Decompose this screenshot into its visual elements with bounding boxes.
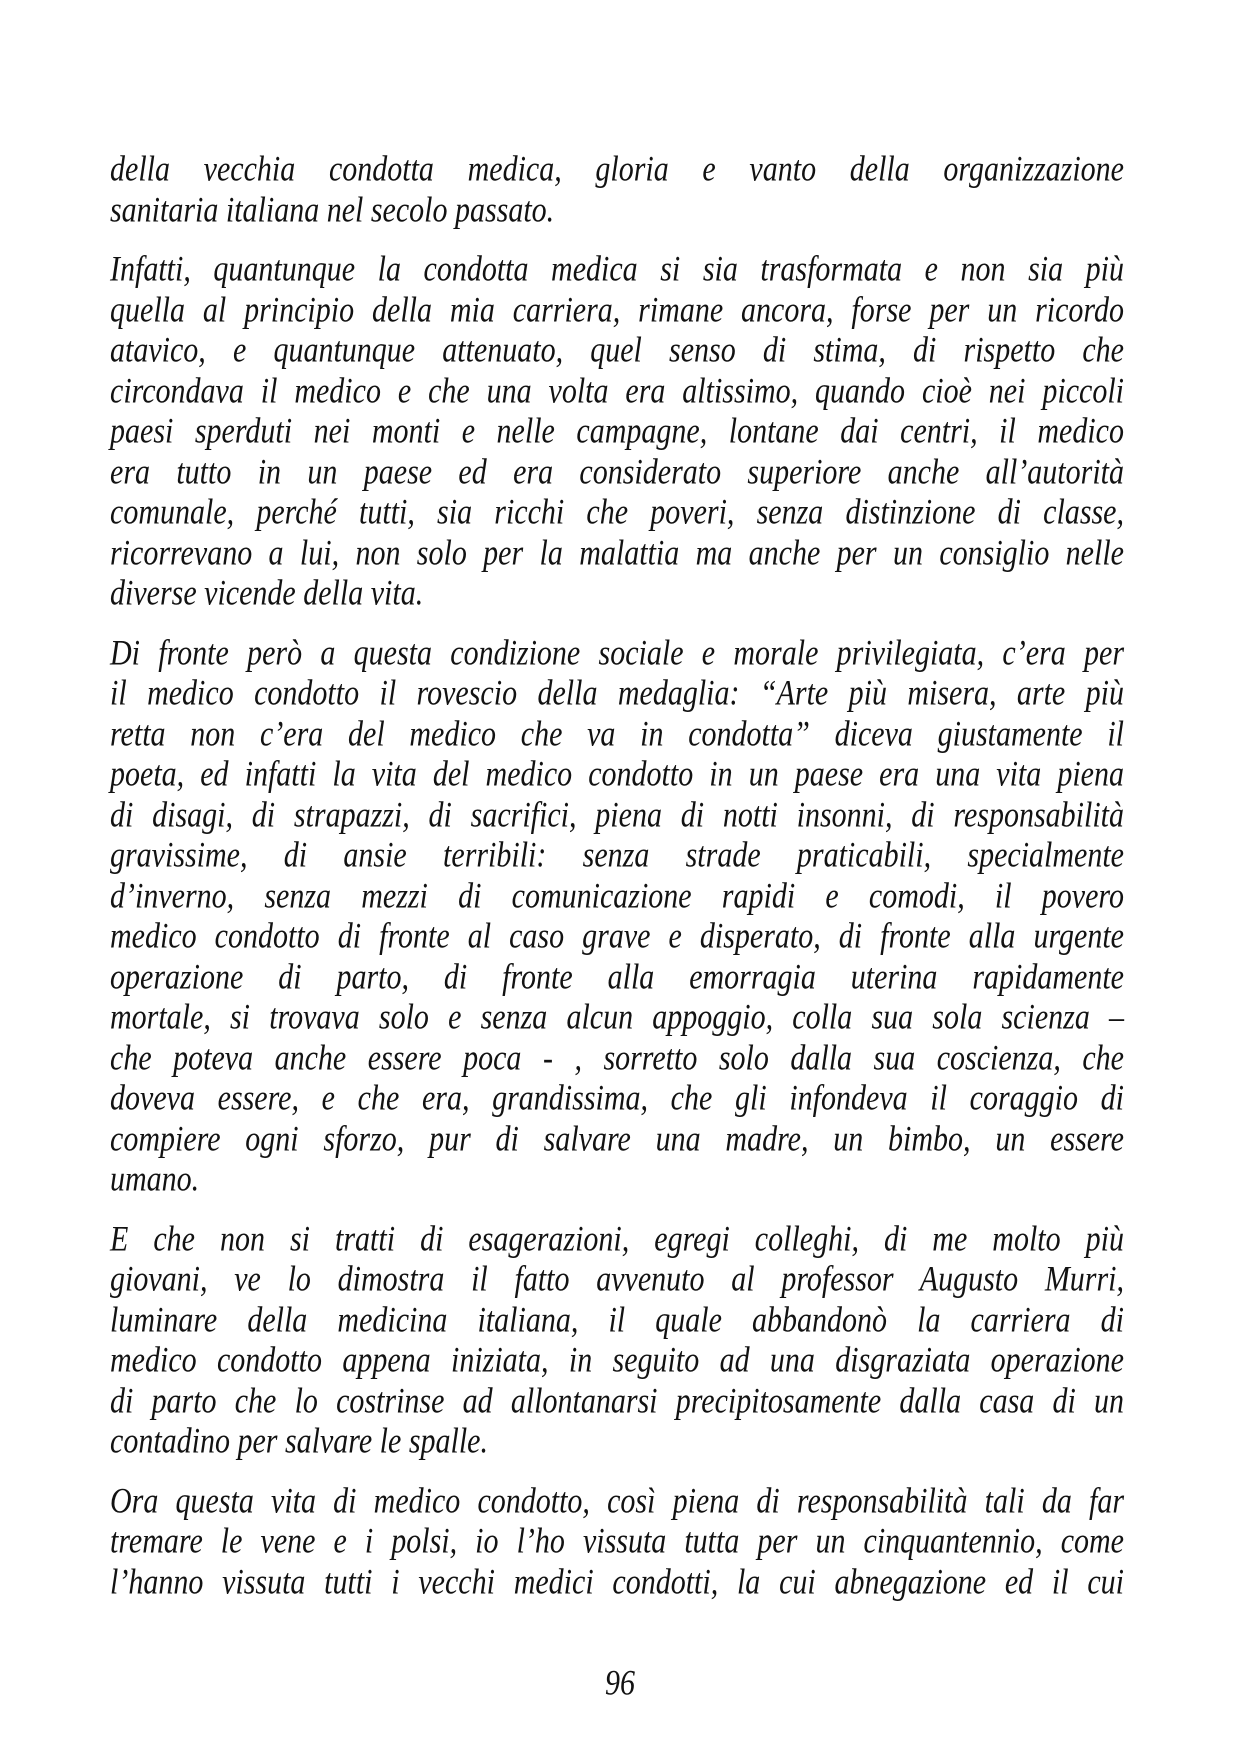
- text-line: il medico condotto il rovescio della medaglia: “Arte più misera, arte più: [110, 673, 1124, 714]
- paragraph: [110, 633, 1124, 1203]
- text-line: poeta, ed infatti la vita del medico condotto in un paese era una vita piena: [110, 754, 1124, 795]
- text-line: di disagi, di strapazzi, di sacrifici, piena di notti insonni, di responsabilità: [110, 795, 1124, 835]
- text-line: Di fronte però a questa condizione sociale e morale privilegiata, c’era per: [110, 633, 1124, 673]
- text-line: mortale, si trovava solo e senza alcun appoggio, colla sua sola scienza –: [110, 997, 1124, 1038]
- text-line: atavico, e quantunque attenuato, quel senso di stima, di rispetto che: [110, 330, 1124, 371]
- text-line: ricorrevano a lui, non solo per la malattia ma anche per un consiglio nelle: [110, 533, 1124, 573]
- text-line: operazione di parto, di fronte alla emorragia uterina rapidamente: [110, 957, 1124, 997]
- text-line: comunale, perché tutti, sia ricchi che poveri, senza distinzione di classe,: [110, 492, 1124, 533]
- text-line: sanitaria italiana nel secolo passato.: [110, 190, 555, 230]
- paragraph: [110, 249, 1124, 617]
- page-number: 96: [605, 1663, 635, 1704]
- text-line: quella al principio della mia carriera, rimane ancora, forse per un ricordo: [110, 290, 1124, 330]
- text-line: medico condotto di fronte al caso grave e disperato, di fronte alla urgente: [110, 916, 1124, 957]
- text-line: giovani, ve lo dimostra il fatto avvenuto al professor Augusto Murri,: [110, 1259, 1124, 1300]
- text-line: compiere ogni sforzo, pur di salvare una madre, un bimbo, un essere: [110, 1119, 1124, 1159]
- text-line: medico condotto appena iniziata, in seguito ad una disgraziata operazione: [110, 1340, 1124, 1381]
- text-line: gravissime, di ansie terribili: senza strade praticabili, specialmente: [110, 835, 1124, 876]
- text-line: retta non c’era del medico che va in condotta” diceva giustamente il: [110, 714, 1124, 754]
- text-line: l’hanno vissuta tutti i vecchi medici condotti, la cui abnegazione ed il cui: [110, 1562, 1124, 1602]
- text-line: della vecchia condotta medica, gloria e vanto della organizzazione: [110, 149, 1124, 190]
- text-line: tremare le vene e i polsi, io l’ho vissuta tutta per un cinquantennio, come: [110, 1521, 1124, 1562]
- text-block: [110, 149, 1124, 1605]
- text-line: contadino per salvare le spalle.: [110, 1421, 488, 1462]
- text-line: circondava il medico e che una volta era altissimo, quando cioè nei piccoli: [110, 371, 1124, 411]
- text-line: Infatti, quantunque la condotta medica si sia trasformata e non sia più: [110, 249, 1124, 290]
- text-line: luminare della medicina italiana, il quale abbandonò la carriera di: [110, 1300, 1124, 1340]
- text-line: umano.: [110, 1159, 200, 1200]
- text-line: di parto che lo costrinse ad allontanarsi precipitosamente dalla casa di un: [110, 1381, 1124, 1421]
- text-line: d’inverno, senza mezzi di comunicazione rapidi e comodi, il povero: [110, 876, 1124, 916]
- text-line: era tutto in un paese ed era considerato superiore anche all’autorità: [110, 452, 1124, 492]
- paragraph: [110, 149, 1124, 233]
- text-line: Ora questa vita di medico condotto, così piena di responsabilità tali da far: [110, 1481, 1124, 1521]
- text-line: doveva essere, e che era, grandissima, che gli infondeva il coraggio di: [110, 1078, 1124, 1119]
- text-line: E che non si tratti di esagerazioni, egregi colleghi, di me molto più: [110, 1219, 1124, 1259]
- text-line: che poteva anche essere poca - , sorretto solo dalla sua coscienza, che: [110, 1038, 1124, 1078]
- text-line: paesi sperduti nei monti e nelle campagne, lontane dai centri, il medico: [110, 411, 1124, 452]
- paragraph: [110, 1481, 1124, 1606]
- paragraph: [110, 1219, 1124, 1465]
- text-line: diverse vicende della vita.: [110, 573, 424, 614]
